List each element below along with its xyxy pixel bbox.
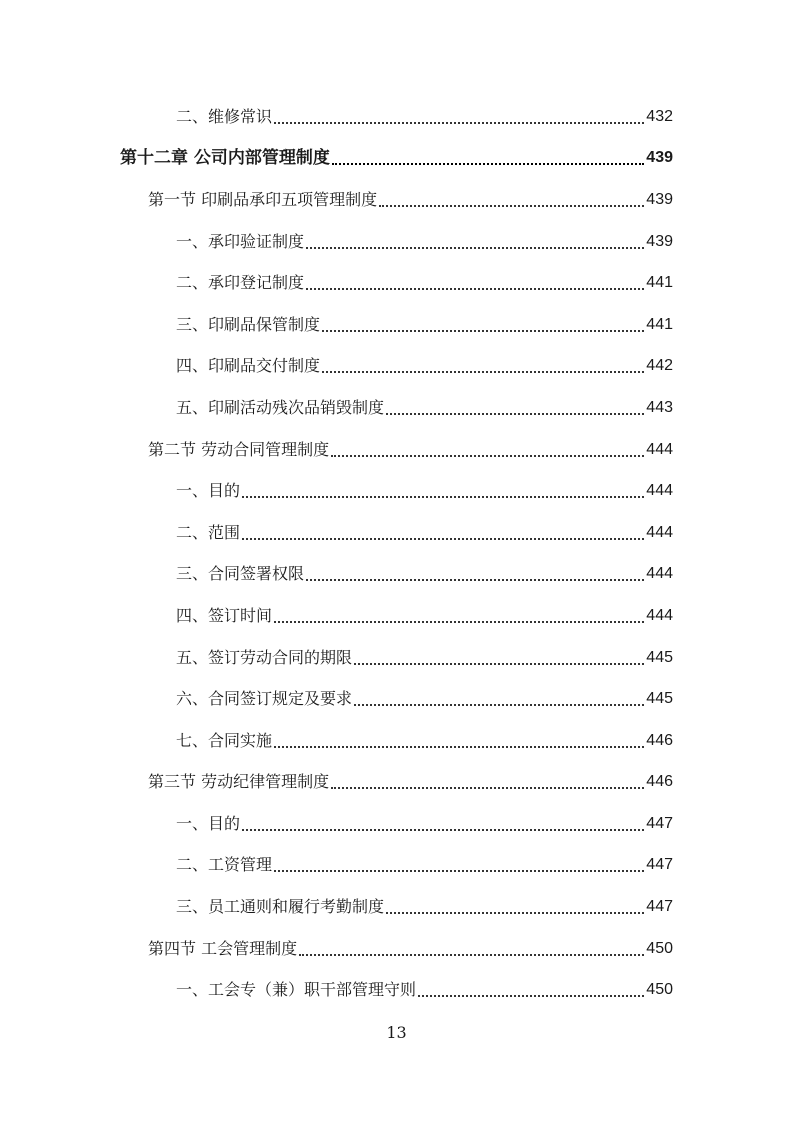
dot-leader — [306, 268, 644, 290]
toc-entry-text: 第一节 印刷品承印五项管理制度 — [148, 189, 378, 209]
toc-entry-page: 445 — [646, 690, 673, 708]
toc-entry-page: 439 — [646, 190, 673, 208]
toc-entry-text: 四、印刷品交付制度 — [176, 356, 321, 376]
toc-entry-text: 一、承印验证制度 — [176, 231, 305, 251]
toc-entry-text: 五、印刷活动残次品销毁制度 — [176, 397, 385, 417]
toc-entry-page: 450 — [646, 981, 673, 999]
dot-leader — [331, 767, 644, 789]
toc-entry-text: 第四节 工会管理制度 — [148, 938, 298, 958]
dot-leader — [274, 601, 644, 623]
dot-leader — [306, 227, 644, 249]
dot-leader — [242, 476, 644, 498]
toc-entry-page: 447 — [646, 898, 673, 916]
dot-leader — [274, 102, 644, 124]
toc-entry-page: 444 — [646, 523, 673, 541]
toc-entry-page: 444 — [646, 482, 673, 500]
toc-entry-page: 443 — [646, 398, 673, 416]
toc-entry[interactable] — [0, 470, 793, 512]
table-of-contents — [0, 96, 793, 1011]
toc-entry-page: 446 — [646, 731, 673, 749]
toc-entry-page: 432 — [646, 107, 673, 125]
toc-section-entry[interactable] — [0, 179, 793, 221]
toc-section-entry[interactable] — [0, 928, 793, 970]
toc-entry-page: 444 — [646, 565, 673, 583]
toc-entry-text: 二、工资管理 — [176, 855, 273, 875]
toc-chapter-entry[interactable] — [0, 138, 793, 180]
toc-entry-page: 447 — [646, 856, 673, 874]
toc-entry-page: 445 — [646, 648, 673, 666]
toc-entry-page: 441 — [646, 315, 673, 333]
toc-entry-text: 四、签订时间 — [176, 605, 273, 625]
dot-leader — [322, 310, 644, 332]
dot-leader — [418, 975, 644, 997]
toc-entry[interactable] — [0, 304, 793, 346]
dot-leader — [332, 143, 644, 165]
dot-leader — [354, 684, 644, 706]
toc-entry-page: 446 — [646, 773, 673, 791]
toc-entry[interactable] — [0, 845, 793, 887]
dot-leader — [322, 351, 644, 373]
toc-entry[interactable] — [0, 262, 793, 304]
toc-entry-page: 442 — [646, 357, 673, 375]
toc-entry-text: 二、范围 — [176, 522, 241, 542]
toc-entry-page: 444 — [646, 606, 673, 624]
toc-entry[interactable] — [0, 96, 793, 138]
toc-section-entry[interactable] — [0, 762, 793, 804]
toc-entry-text: 二、承印登记制度 — [176, 273, 305, 293]
toc-entry-text: 第二节 劳动合同管理制度 — [148, 439, 330, 459]
toc-entry[interactable] — [0, 720, 793, 762]
toc-entry[interactable] — [0, 554, 793, 596]
dot-leader — [386, 892, 644, 914]
toc-entry-text: 三、印刷品保管制度 — [176, 314, 321, 334]
toc-entry[interactable] — [0, 387, 793, 429]
toc-entry-page: 441 — [646, 274, 673, 292]
toc-entry[interactable] — [0, 637, 793, 679]
toc-entry-text: 一、工会专（兼）职干部管理守则 — [176, 980, 417, 1000]
toc-entry-text: 三、员工通则和履行考勤制度 — [176, 897, 385, 917]
toc-entry-page: 439 — [646, 149, 673, 167]
toc-entry[interactable] — [0, 346, 793, 388]
toc-entry-text: 七、合同实施 — [176, 730, 273, 750]
toc-entry[interactable] — [0, 678, 793, 720]
toc-entry-page: 439 — [646, 232, 673, 250]
toc-entry[interactable] — [0, 969, 793, 1011]
toc-entry-text: 一、目的 — [176, 813, 241, 833]
dot-leader — [379, 185, 644, 207]
toc-entry-page: 444 — [646, 440, 673, 458]
page-number: 13 — [386, 1023, 407, 1042]
toc-entry-text: 六、合同签订规定及要求 — [176, 689, 353, 709]
toc-section-entry[interactable] — [0, 429, 793, 471]
toc-entry-text: 一、目的 — [176, 481, 241, 501]
toc-entry-text: 第十二章 公司内部管理制度 — [120, 148, 330, 169]
dot-leader — [306, 559, 644, 581]
toc-entry[interactable] — [0, 512, 793, 554]
dot-leader — [242, 518, 644, 540]
dot-leader — [354, 643, 644, 665]
toc-entry[interactable] — [0, 803, 793, 845]
toc-entry[interactable] — [0, 221, 793, 263]
toc-entry[interactable] — [0, 595, 793, 637]
toc-entry-text: 二、维修常识 — [176, 106, 273, 126]
toc-entry-page: 447 — [646, 814, 673, 832]
toc-entry-text: 第三节 劳动纪律管理制度 — [148, 772, 330, 792]
toc-entry-text: 五、签订劳动合同的期限 — [176, 647, 353, 667]
toc-entry[interactable] — [0, 886, 793, 928]
toc-entry-text: 三、合同签署权限 — [176, 564, 305, 584]
toc-entry-page: 450 — [646, 939, 673, 957]
dot-leader — [331, 435, 644, 457]
dot-leader — [242, 809, 644, 831]
dot-leader — [274, 726, 644, 748]
dot-leader — [274, 850, 644, 872]
dot-leader — [386, 393, 644, 415]
dot-leader — [299, 934, 644, 956]
